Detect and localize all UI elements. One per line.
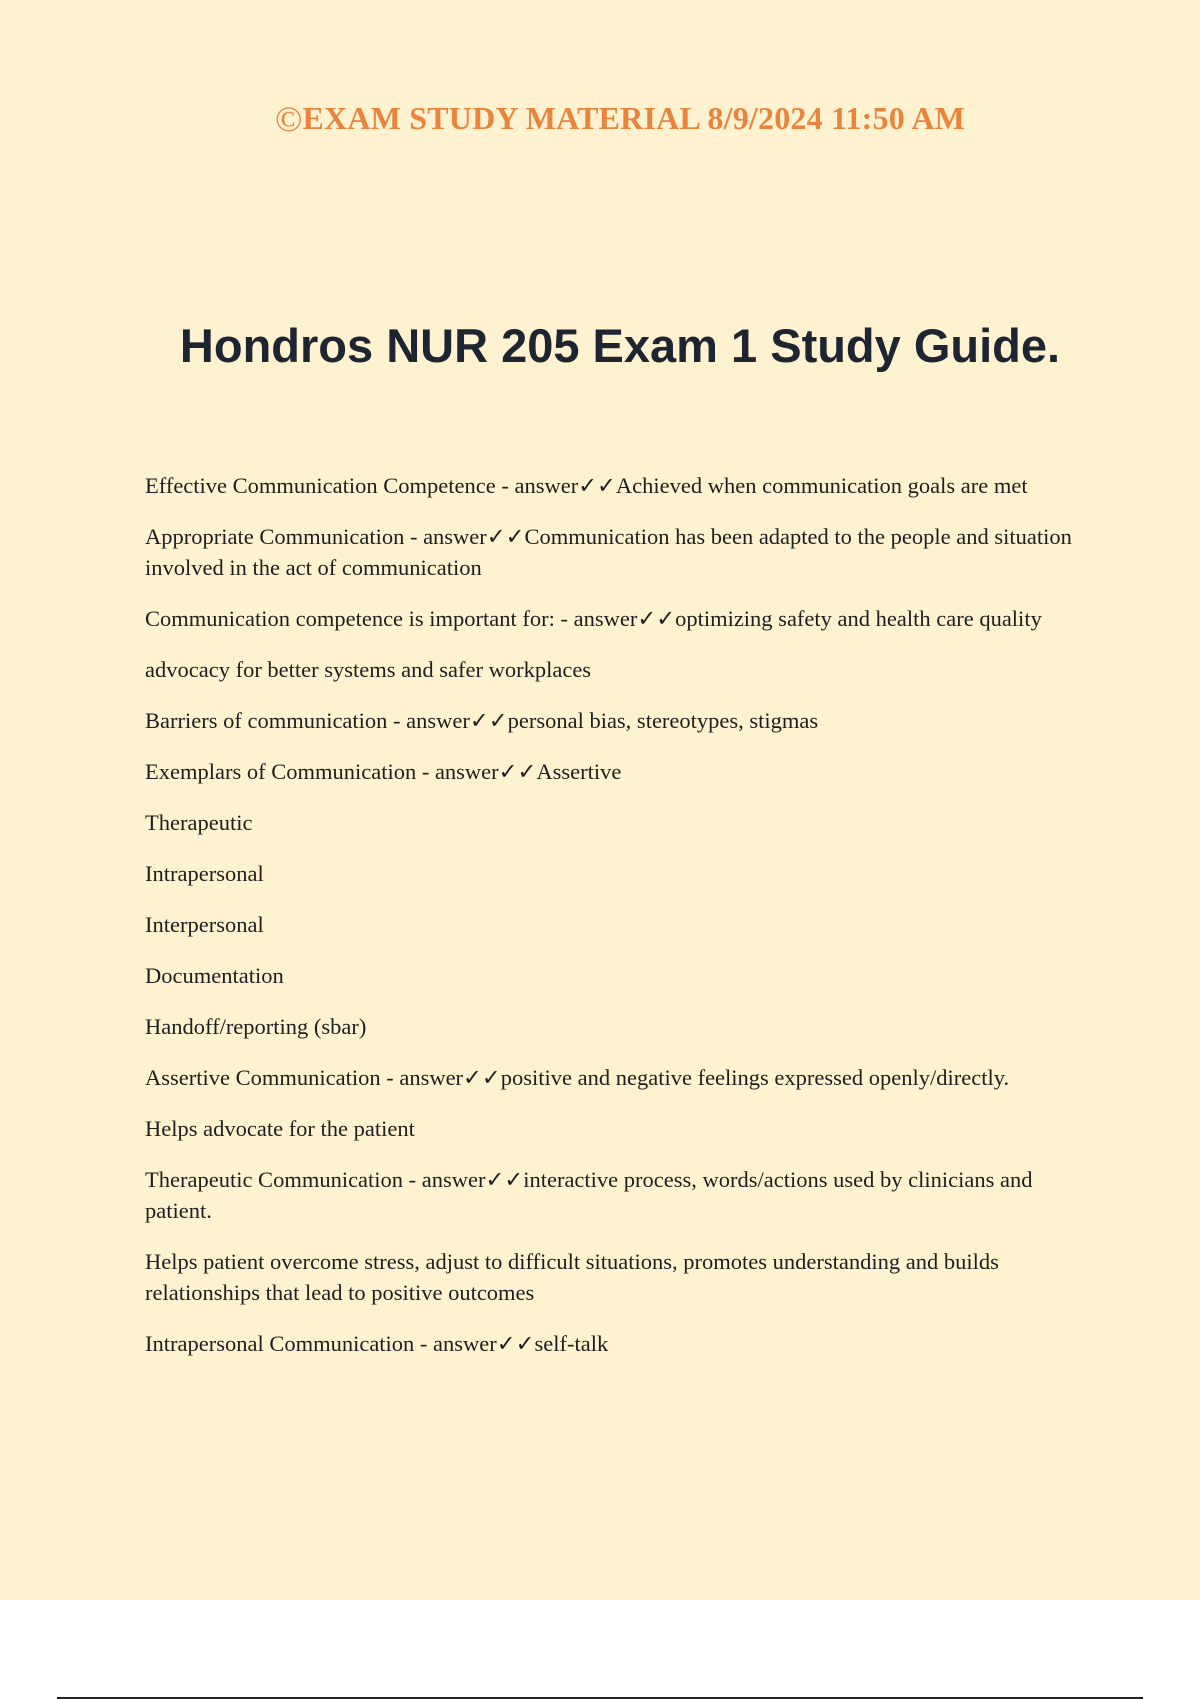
entry-advocacy: advocacy for better systems and safer workplaces <box>145 657 592 682</box>
entry-appropriate-communication: Appropriate Communication - answer✓✓Communication has been adapted to the people and situation involved in the act of communication <box>145 524 1072 580</box>
page-title: Hondros NUR 205 Exam 1 Study Guide. <box>179 319 1061 372</box>
entry-assertive-communication: Assertive Communication - answer✓✓positive and negative feelings expressed openly/directly. <box>145 1065 1010 1090</box>
study-guide-content <box>145 470 1080 1379</box>
entry-interpersonal: Interpersonal <box>145 912 264 937</box>
entry-therapeutic-communication: Therapeutic Communication - answer✓✓interactive process, words/actions used by clinicians and patient. <box>145 1167 1033 1223</box>
entry-communication-competence: Communication competence is important for: - answer✓✓optimizing safety and health care quality <box>145 606 1042 631</box>
entry-intrapersonal: Intrapersonal <box>145 861 264 886</box>
copyright-icon: © <box>274 99 303 139</box>
footer-divider <box>57 1697 1143 1699</box>
entry-exemplars: Exemplars of Communication - answer✓✓Assertive <box>145 759 622 784</box>
entry-therapeutic: Therapeutic <box>145 810 253 835</box>
watermark <box>0 98 1200 140</box>
entry-overcome-stress: Helps patient overcome stress, adjust to difficult situations, promotes understanding and builds relationships that lead to positive outcomes <box>145 1249 999 1305</box>
entry-handoff: Handoff/reporting (sbar) <box>145 1014 367 1039</box>
entry-barriers: Barriers of communication - answer✓✓personal bias, stereotypes, stigmas <box>145 708 819 733</box>
entry-advocate-patient: Helps advocate for the patient <box>145 1116 415 1141</box>
entry-documentation: Documentation <box>145 963 284 988</box>
watermark-text: EXAM STUDY MATERIAL 8/9/2024 11:50 AM <box>302 100 966 136</box>
entry-intrapersonal-communication: Intrapersonal Communication - answer✓✓self-talk <box>145 1331 609 1356</box>
entry-effective-communication: Effective Communication Competence - answer✓✓Achieved when communication goals are met <box>145 473 1028 498</box>
